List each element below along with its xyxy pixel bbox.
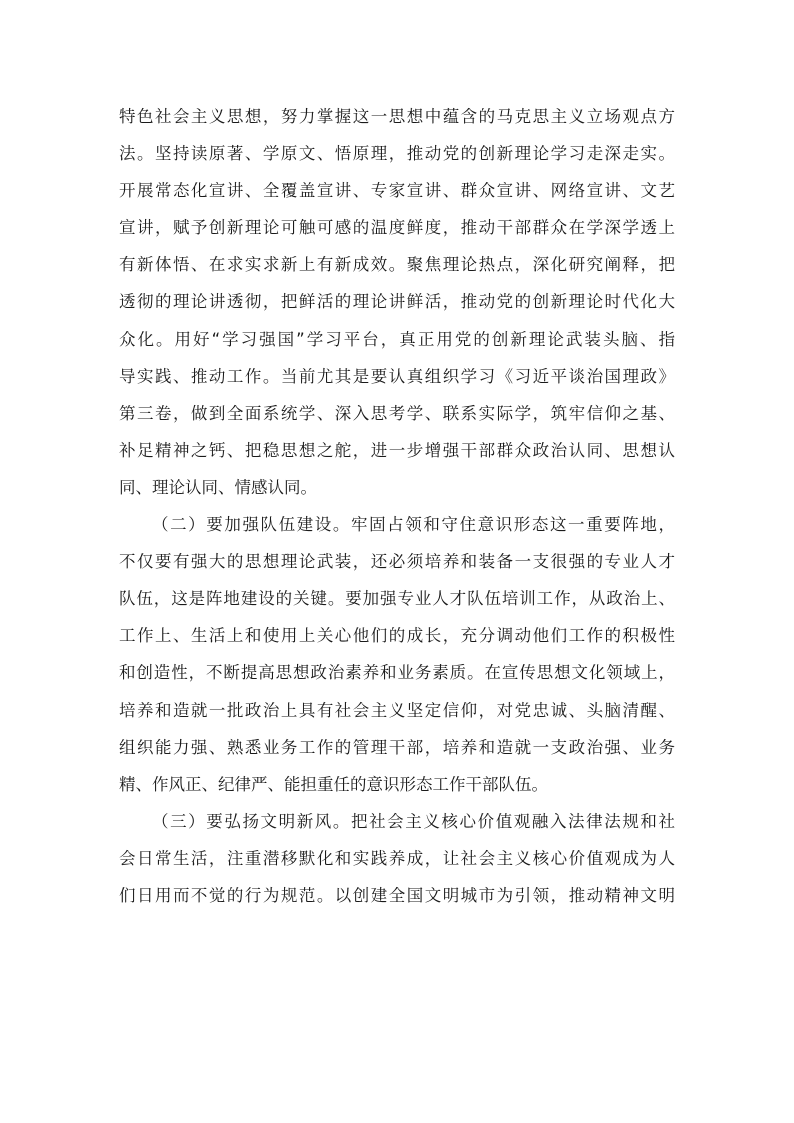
text-line: 培养和造就一批政治上具有社会主义坚定信仰，对党忠诚、头脑清醒、 xyxy=(119,700,675,720)
text-line: 导实践、推动工作。当前尤其是要认真组织学习《习近平谈治国理政》 xyxy=(119,366,675,386)
section-heading-line: （二）要加强队伍建设。牢固占领和守住意识形态这一重要阵地， xyxy=(152,515,675,535)
text-line: 工作上、生活上和使用上关心他们的成长，充分调动他们工作的积极性 xyxy=(119,626,675,646)
text-line: 补足精神之钙、把稳思想之舵，进一步增强干部群众政治认同、思想认 xyxy=(119,440,675,460)
text-line: 同、理论认同、情感认同。 xyxy=(119,477,317,497)
text-line: 法。坚持读原著、学原文、悟原理，推动党的创新理论学习走深走实。 xyxy=(119,144,675,164)
text-line: 透彻的理论讲透彻，把鲜活的理论讲鲜活，推动党的创新理论时代化大 xyxy=(119,292,675,312)
text-line: 开展常态化宣讲、全覆盖宣讲、专家宣讲、群众宣讲、网络宣讲、文艺 xyxy=(119,181,675,201)
text-line: 会日常生活，注重潜移默化和实践养成，让社会主义核心价值观成为人 xyxy=(119,848,675,868)
text-line: 和创造性，不断提高思想政治素养和业务素质。在宣传思想文化领域上， xyxy=(119,663,675,683)
text-line: 宣讲，赋予创新理论可触可感的温度鲜度，推动干部群众在学深学透上 xyxy=(119,218,675,238)
text-line: 不仅要有强大的思想理论武装，还必须培养和装备一支很强的专业人才 xyxy=(119,552,675,572)
text-line: 第三卷，做到全面系统学、深入思考学、联系实际学，筑牢信仰之基、 xyxy=(119,403,675,423)
section-heading-line: （三）要弘扬文明新风。把社会主义核心价值观融入法律法规和社 xyxy=(152,811,675,831)
body-text xyxy=(119,98,675,914)
text-line: 有新体悟、在求实求新上有新成效。聚焦理论热点，深化研究阐释，把 xyxy=(119,255,675,275)
text-line: 组织能力强、熟悉业务工作的管理干部，培养和造就一支政治强、业务 xyxy=(119,737,675,757)
text-line: 众化。用好“学习强国”学习平台，真正用党的创新理论武装头脑、指 xyxy=(119,329,675,349)
text-line: 队伍，这是阵地建设的关键。要加强专业人才队伍培训工作，从政治上、 xyxy=(119,589,675,609)
text-line: 精、作风正、纪律严、能担重任的意识形态工作干部队伍。 xyxy=(119,774,548,794)
text-line: 特色社会主义思想，努力掌握这一思想中蕴含的马克思主义立场观点方 xyxy=(119,107,675,126)
text-line: 们日用而不觉的行为规范。以创建全国文明城市为引领，推动精神文明 xyxy=(119,885,675,905)
